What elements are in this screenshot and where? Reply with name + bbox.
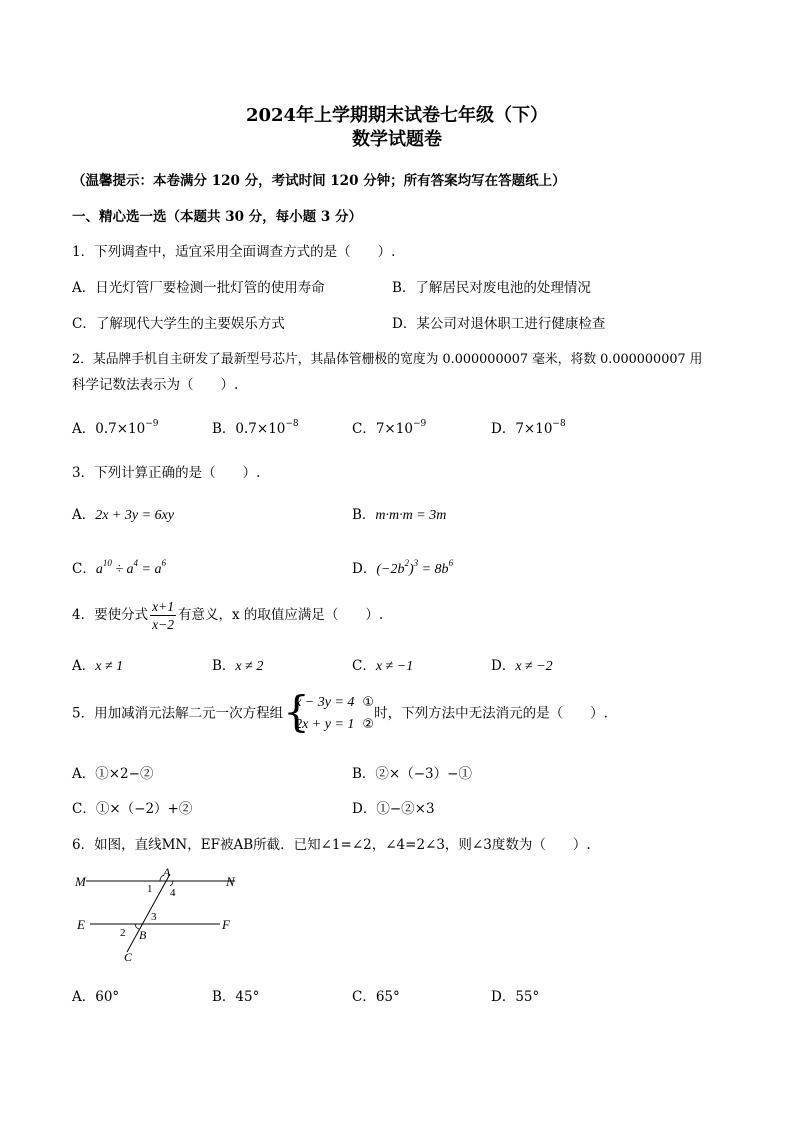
option-d (491, 417, 566, 437)
equation-2: 2x + y = 1 (295, 717, 355, 732)
label-m: M (75, 874, 86, 889)
exponent: −8 (285, 419, 299, 429)
exponent: 2 (404, 558, 409, 568)
option-label: B． (212, 658, 236, 674)
option-c: C．65° (352, 989, 400, 1005)
option-label: A． (72, 507, 96, 523)
expr-part: = a (138, 562, 162, 577)
exponent: 4 (133, 558, 139, 568)
question-stem: 1．下列调查中，适宜采用全面调查方式的是（ ）. (72, 244, 396, 260)
option-label: A． (72, 421, 96, 437)
exponent: −9 (412, 419, 427, 429)
question-stem-line-2: 科学记数法表示为（ ）. (72, 377, 239, 393)
geometry-figure (70, 862, 250, 967)
option-c: C．①×（−2）+② (72, 801, 193, 817)
option-expression: x ≠ −2 (515, 659, 553, 674)
exponent: 6 (448, 558, 454, 568)
equation-marker: ② (362, 717, 375, 732)
option-label: B． (212, 421, 236, 437)
option-expression: 2x + 3y = 6xy (95, 508, 174, 523)
exponent: −8 (552, 419, 566, 429)
option-value: 7×10 (375, 421, 413, 437)
stem-text: 时，下列方法中无法消元的是（ ）. (374, 705, 608, 722)
label-e: E (77, 917, 85, 932)
option-label: D． (352, 561, 377, 577)
option-label: C． (352, 421, 376, 437)
option-d: D．55° (491, 989, 540, 1005)
expr-part: a (95, 562, 103, 577)
option-c (72, 557, 166, 578)
label-a: A (163, 865, 171, 879)
expr-part: = 8b (418, 562, 449, 577)
option-expression: m·m·m = 3m (375, 508, 447, 523)
equation-1: x − 3y = 4 (295, 695, 355, 710)
label-1: 1 (147, 883, 153, 895)
option-b (352, 503, 446, 524)
section-heading: 一、精心选一选（本题共 30 分，每小题 3 分） (72, 209, 362, 225)
option-b: B．②×（−3）−① (352, 766, 472, 782)
option-b: B．了解居民对废电池的处理情况 (392, 280, 591, 296)
exponent: 10 (102, 558, 112, 568)
option-b: B．45° (212, 989, 260, 1005)
option-c: C．了解现代大学生的主要娱乐方式 (72, 316, 285, 332)
stem-text: 有意义，x 的取值应满足（ ）. (177, 607, 384, 623)
fraction-numerator: x+1 (152, 599, 174, 614)
exponent: 3 (413, 558, 419, 568)
option-a (72, 654, 123, 675)
option-label: C． (352, 658, 376, 674)
exam-subtitle: 数学试题卷 (352, 129, 442, 150)
expr-part: ) (408, 562, 414, 577)
question-stem (72, 598, 383, 633)
option-c (352, 654, 413, 675)
label-2: 2 (120, 927, 126, 939)
stem-text: 5．用加减消元法解二元一次方程组 (72, 705, 284, 722)
option-d (491, 654, 553, 675)
question-stem (72, 687, 608, 736)
option-label: B． (352, 507, 376, 523)
option-a: A．①×2−② (72, 766, 154, 782)
exponent: 6 (161, 558, 166, 568)
label-4: 4 (170, 887, 176, 899)
option-c (352, 417, 426, 437)
option-b (212, 654, 263, 675)
question-stem: 3．下列计算正确的是（ ）. (72, 465, 261, 481)
expr-part: (−2b (376, 562, 405, 577)
option-b (212, 417, 299, 437)
option-label: A． (72, 658, 96, 674)
angle-arc (170, 881, 173, 886)
fraction-denominator: x−2 (152, 617, 174, 632)
brace-icon: { (283, 687, 310, 736)
option-d: D．某公司对退休职工进行健康检查 (392, 316, 606, 332)
option-label: D． (491, 421, 516, 437)
option-a: A．60° (72, 989, 120, 1005)
option-a (72, 417, 159, 437)
option-value: 0.7×10 (235, 421, 286, 437)
option-value: 7×10 (515, 421, 553, 437)
expr-part: ÷ a (111, 562, 134, 577)
stem-text: 4．要使分式 (72, 607, 149, 623)
option-a: A．日光灯管厂要检测一批灯管的使用寿命 (72, 280, 325, 296)
label-n: N (226, 874, 235, 889)
exam-notice: （温馨提示：本卷满分 120 分，考试时间 120 分钟；所有答案均写在答题纸上） (72, 173, 566, 189)
option-expression: x ≠ 1 (95, 659, 124, 674)
exponent: −9 (145, 419, 159, 429)
option-d: D．①−②×3 (352, 801, 435, 817)
option-d (352, 557, 453, 578)
label-3: 3 (151, 911, 157, 923)
option-label: D． (491, 658, 516, 674)
option-expression: x ≠ 2 (235, 659, 264, 674)
option-label: C． (72, 561, 96, 577)
exam-title: 2024年上学期期末试卷七年级（下） (245, 105, 549, 126)
question-stem: 6．如图，直线MN，EF被AB所截．已知∠1=∠2，∠4=2∠3，则∠3度数为（ ）. (72, 837, 591, 853)
label-b: B (139, 928, 147, 942)
equation-system (283, 687, 375, 736)
equation-marker: ① (362, 695, 375, 710)
question-stem-line-1: 2．某品牌手机自主研发了最新型号芯片，其晶体管栅极的宽度为 0.000000007 毫米，将数 0.000000007 用 (72, 352, 703, 367)
option-a (72, 503, 174, 524)
option-value: 0.7×10 (95, 421, 146, 437)
fraction (150, 598, 176, 633)
label-c: C (124, 950, 133, 964)
option-expression: x ≠ −1 (375, 659, 414, 674)
label-f: F (222, 917, 230, 932)
